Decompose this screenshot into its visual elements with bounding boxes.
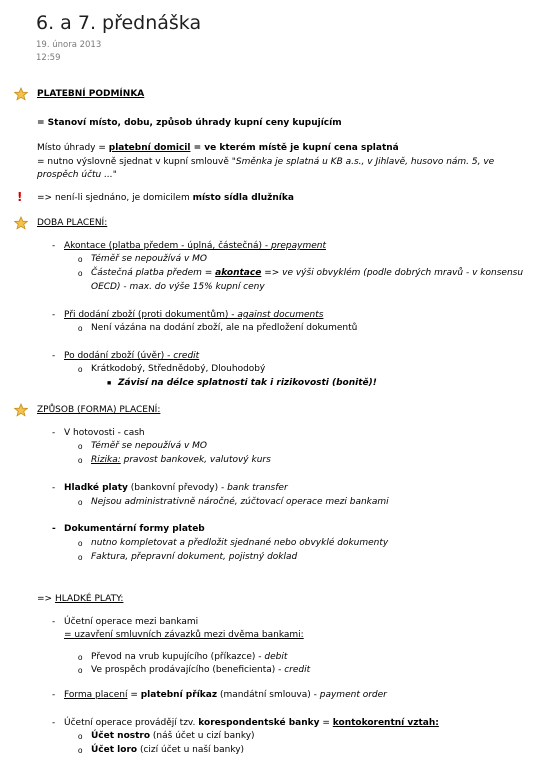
bullet-circle-icon: o (78, 269, 83, 278)
text-line: Místo úhrady = platební domicil = ve kterém místě je kupní cena splatná (37, 143, 399, 153)
list-item: Částečná platba předem = akontace => ve výši obvyklém (podle dobrých mravů - v konsensu (91, 268, 524, 278)
bullet-square-icon: ■ (107, 380, 112, 387)
list-item: Účet loro (cizí účet u naší banky) (91, 745, 245, 755)
text-line: = Stanoví místo, dobu, způsob úhrady kupní ceny kupujícím (37, 118, 342, 128)
list-item: - Účetní operace mezi bankami (64, 617, 198, 628)
bullet-circle-icon: o (78, 653, 83, 662)
list-item: - Účetní operace provádějí tzv. korespondentské banky = kontokorentní vztah: (64, 718, 439, 729)
list-item: Není vázána na dodání zboží, ale na předložení dokumentů (91, 323, 358, 333)
list-item: Závisí na délce splatnosti tak i rizikovosti (bonitě)! (118, 378, 377, 388)
text-line: = nutno výslovně sjednat v kupní smlouvě "Směnka je splatná u KB a.s., v Jihlavě, husovo nám. 5, ve (37, 157, 495, 167)
list-item: - Po dodání zboží (úvěr) - credit (64, 351, 199, 362)
list-item: nutno kompletovat a předložit sjednané nebo obvyklé dokumenty (91, 538, 389, 548)
note-time: 12:59 (36, 53, 61, 63)
bullet-circle-icon: o (78, 365, 83, 374)
note-date: 19. února 2013 (36, 40, 102, 50)
section-heading-platebni-podminka: PLATEBNÍ PODMÍNKA (37, 89, 145, 99)
bullet-circle-icon: o (78, 442, 83, 451)
list-item: - Dokumentární formy plateb (64, 524, 205, 535)
section-heading-doba-placeni: DOBA PLACENÍ: (37, 218, 108, 228)
section-heading-zpusob-placeni: ZPŮSOB (FORMA) PLACENÍ: (37, 405, 161, 415)
star-icon (14, 403, 28, 417)
star-icon (14, 87, 28, 101)
bullet-circle-icon: o (78, 732, 83, 741)
star-icon (14, 216, 28, 230)
bullet-circle-icon: o (78, 255, 83, 264)
bullet-circle-icon: o (78, 539, 83, 548)
page-title: 6. a 7. přednáška (36, 12, 202, 34)
list-item: = uzavření smluvních závazků mezi dvěma bankami: (64, 630, 304, 640)
section-heading-hladke-platy: => HLADKÉ PLATY: (37, 594, 124, 604)
list-item: Téměř se nepoužívá v MO (91, 254, 208, 264)
bullet-circle-icon: o (78, 746, 83, 755)
text-line: => není-li sjednáno, je domicilem místo sídla dlužníka (37, 193, 294, 203)
list-item: Účet nostro (náš účet u cizí banky) (91, 731, 255, 741)
bullet-circle-icon: o (78, 553, 83, 562)
list-item: - Akontace (platba předem - úplná, částečná) - prepayment (64, 241, 326, 252)
list-item: - Při dodání zboží (proti dokumentům) - against documents (64, 310, 323, 321)
list-item: - Hladké platy (bankovní převody) - bank transfer (64, 483, 288, 494)
list-item: - V hotovosti - cash (64, 428, 145, 439)
list-item: Nejsou administrativně náročné, zúčtovací operace mezi bankami (91, 497, 389, 507)
list-item: Faktura, přepravní dokument, pojistný doklad (91, 552, 298, 562)
list-item: Krátkodobý, Střednědobý, Dlouhodobý (91, 364, 266, 374)
text-line: prospěch účtu ..." (37, 170, 117, 180)
list-item: Ve prospěch prodávajícího (beneficienta) - credit (91, 665, 311, 675)
list-item: OECD) - max. do výše 15% kupní ceny (91, 282, 265, 292)
list-item: Rizika: pravost bankovek, valutový kurs (91, 455, 271, 465)
list-item: Převod na vrub kupujícího (příkazce) - debit (91, 652, 288, 662)
exclamation-icon: ! (17, 190, 23, 204)
bullet-circle-icon: o (78, 456, 83, 465)
list-item: - Forma placení = platební příkaz (mandátní smlouva) - payment order (64, 690, 387, 701)
bullet-circle-icon: o (78, 324, 83, 333)
bullet-circle-icon: o (78, 498, 83, 507)
list-item: Téměř se nepoužívá v MO (91, 441, 208, 451)
bullet-circle-icon: o (78, 666, 83, 675)
